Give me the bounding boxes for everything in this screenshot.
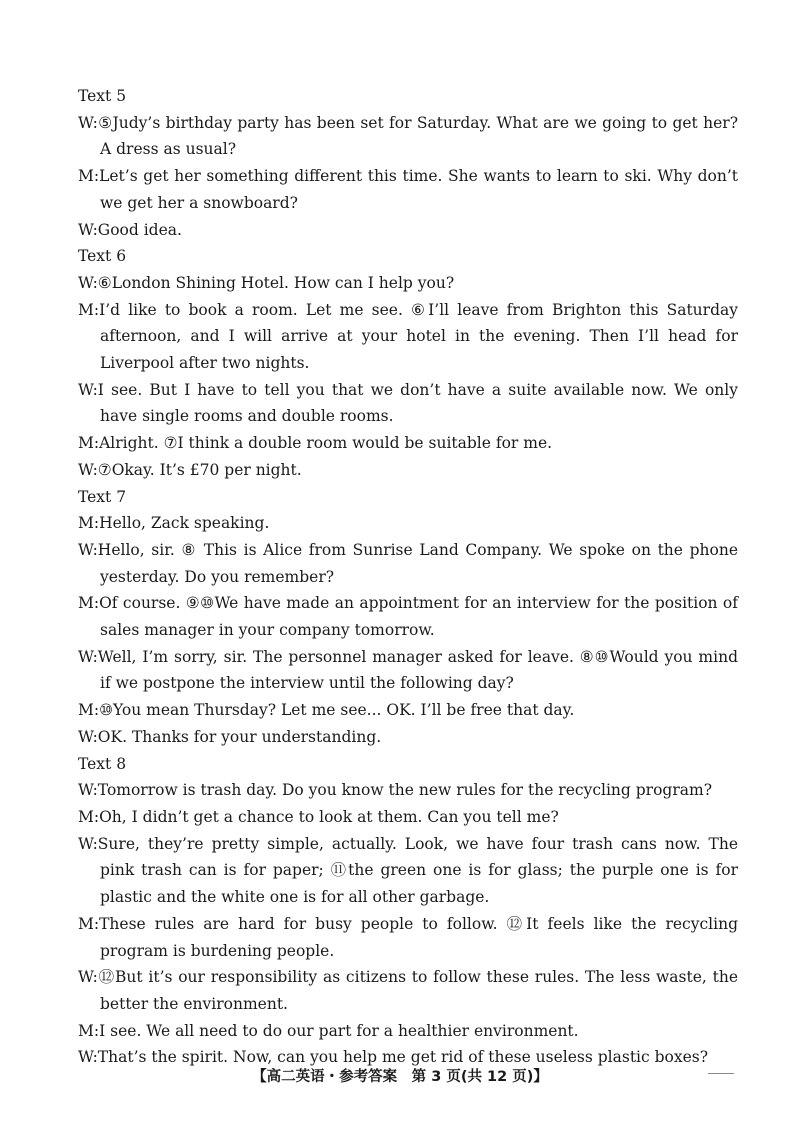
dialogue-turn: W:Tomorrow is trash day. Do you know the new rules for the recycling program? [78, 781, 713, 800]
dialogue-turn: M:I’d like to book a room. Let me see. ⑥I’ll leave from Brighton this Saturday afternoon, and I will arrive at your hotel in the evening. Then I’ll head for Liverpool after two nights. [78, 300, 738, 373]
corner-mark [708, 1073, 734, 1074]
dialogue-turn: M:Of course. ⑨⑩We have made an appointment for an interview for the position of sales manager in your company tomorrow. [78, 594, 738, 640]
dialogue-turn: M:⑩You mean Thursday? Let me see... OK. I’ll be free that day. [78, 701, 575, 720]
dialogue-turn: W:Well, I’m sorry, sir. The personnel manager asked for leave. ⑧⑩Would you mind if we postpone the interview until the following day? [78, 647, 738, 693]
dialogue-turn: M:Let’s get her something different this time. She wants to learn to ski. Why don’t we get her a snowboard? [78, 167, 738, 212]
dialogue-turn: W:Good idea. [78, 220, 182, 239]
dialogue-turn: M:I see. We all need to do our part for a healthier environment. [78, 1021, 579, 1040]
dialogue-turn: W:Sure, they’re pretty simple, actually. Look, we have four trash cans now. The pink trash can is for paper; ⑪the green one is for glass; the purple one is for plastic and the white one is for all other garbage. [78, 834, 738, 907]
dialogue-turn: W:⑥London Shining Hotel. How can I help you? [78, 273, 455, 292]
dialogue-turn: M:Alright. ⑦I think a double room would be suitable for me. [78, 434, 553, 453]
dialogue-turn: M:Hello, Zack speaking. [78, 514, 270, 533]
dialogue-turn: W:⑤Judy’s birthday party has been set for Saturday. What are we going to get her? A dress as usual? [78, 113, 738, 159]
section-heading: Text 7 [78, 487, 127, 506]
section-heading: Text 6 [78, 247, 127, 266]
dialogue-turn: W:Hello, sir. ⑧ This is Alice from Sunrise Land Company. We spoke on the phone yesterday. Do you remember? [78, 540, 738, 586]
section-heading: Text 5 [78, 87, 127, 105]
page-footer: 【高二英语・参考答案 第 3 页(共 12 页)】 [252, 1069, 548, 1085]
transcript-body [78, 83, 738, 1071]
dialogue-turn: M:Oh, I didn’t get a chance to look at them. Can you tell me? [78, 807, 559, 826]
dialogue-turn: W:⑫But it’s our responsibility as citizens to follow these rules. The less waste, the better the environment. [78, 968, 738, 1013]
dialogue-turn: W:⑦Okay. It’s £70 per night. [78, 460, 302, 479]
dialogue-turn: W:That’s the spirit. Now, can you help me get rid of these useless plastic boxes? [78, 1048, 709, 1067]
dialogue-turn: M:These rules are hard for busy people to follow. ⑫It feels like the recycling program is burdening people. [78, 914, 738, 960]
dialogue-turn: W:I see. But I have to tell you that we don’t have a suite available now. We only have single rooms and double rooms. [78, 380, 738, 426]
section-heading: Text 8 [78, 754, 127, 773]
dialogue-turn: W:OK. Thanks for your understanding. [78, 727, 382, 746]
